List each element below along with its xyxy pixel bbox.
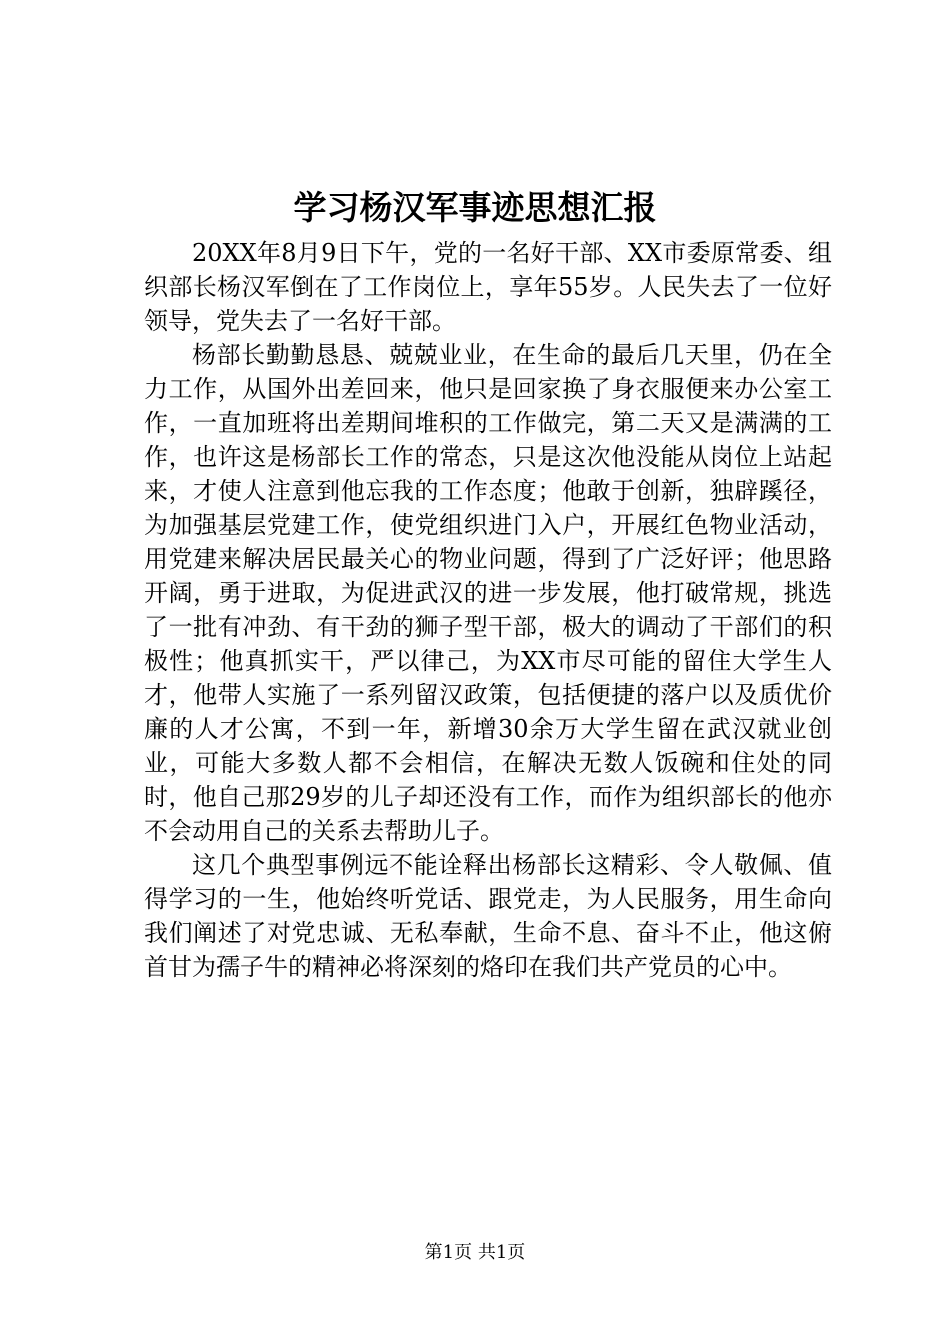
paragraph-1: 20XX年8月9日下午，党的一名好干部、XX市委原常委、组织部长杨汉军倒在了工作岗位上，享年55岁。人民失去了一位好领导，党失去了一名好干部。 [144,239,832,335]
document-body [144,236,832,984]
document-title: 学习杨汉军事迹思想汇报 [293,188,657,227]
paragraph-3: 这几个典型事例远不能诠释出杨部长这精彩、令人敬佩、值得学习的一生，他始终听党话、跟党走，为人民服务，用生命向我们阐述了对党忠诚、无私奉献，生命不息、奋斗不止，他这俯首甘为孺子牛的精神必将深刻的烙印在我们共产党员的心中。 [144,851,832,981]
page-number-footer: 第1页 共1页 [424,1242,526,1263]
paragraph-2: 杨部长勤勤恳恳、兢兢业业，在生命的最后几天里，仍在全力工作，从国外出差回来，他只是回家换了身衣服便来办公室工作，一直加班将出差期间堆积的工作做完，第二天又是满满的工作，也许这是杨部长工作的常态，只是这次他没能从岗位上站起来，才使人注意到他忘我的工作态度；他敢于创新，独辟蹊径，为加强基层党建工作，使党组织进门入户，开展红色物业活动，用党建来解决居民最关心的物业问题，得到了广泛好评；他思路开阔，勇于进取，为促进武汉的进一步发展，他打破常规，挑选了一批有冲劲、有干劲的狮子型干部，极大的调动了干部们的积极性；他真抓实干，严以律己，为XX市尽可能的留住大学生人才，他带人实施了一系列留汉政策，包括便捷的落户以及质优价廉的人才公寓，不到一年，新增30余万大学生留在武汉就业创业，可能大多数人都不会相信，在解决无数人饭碗和住处的同时，他自己那29岁的儿子却还没有工作，而作为组织部长的他亦不会动用自己的关系去帮助儿子。 [144,341,832,845]
